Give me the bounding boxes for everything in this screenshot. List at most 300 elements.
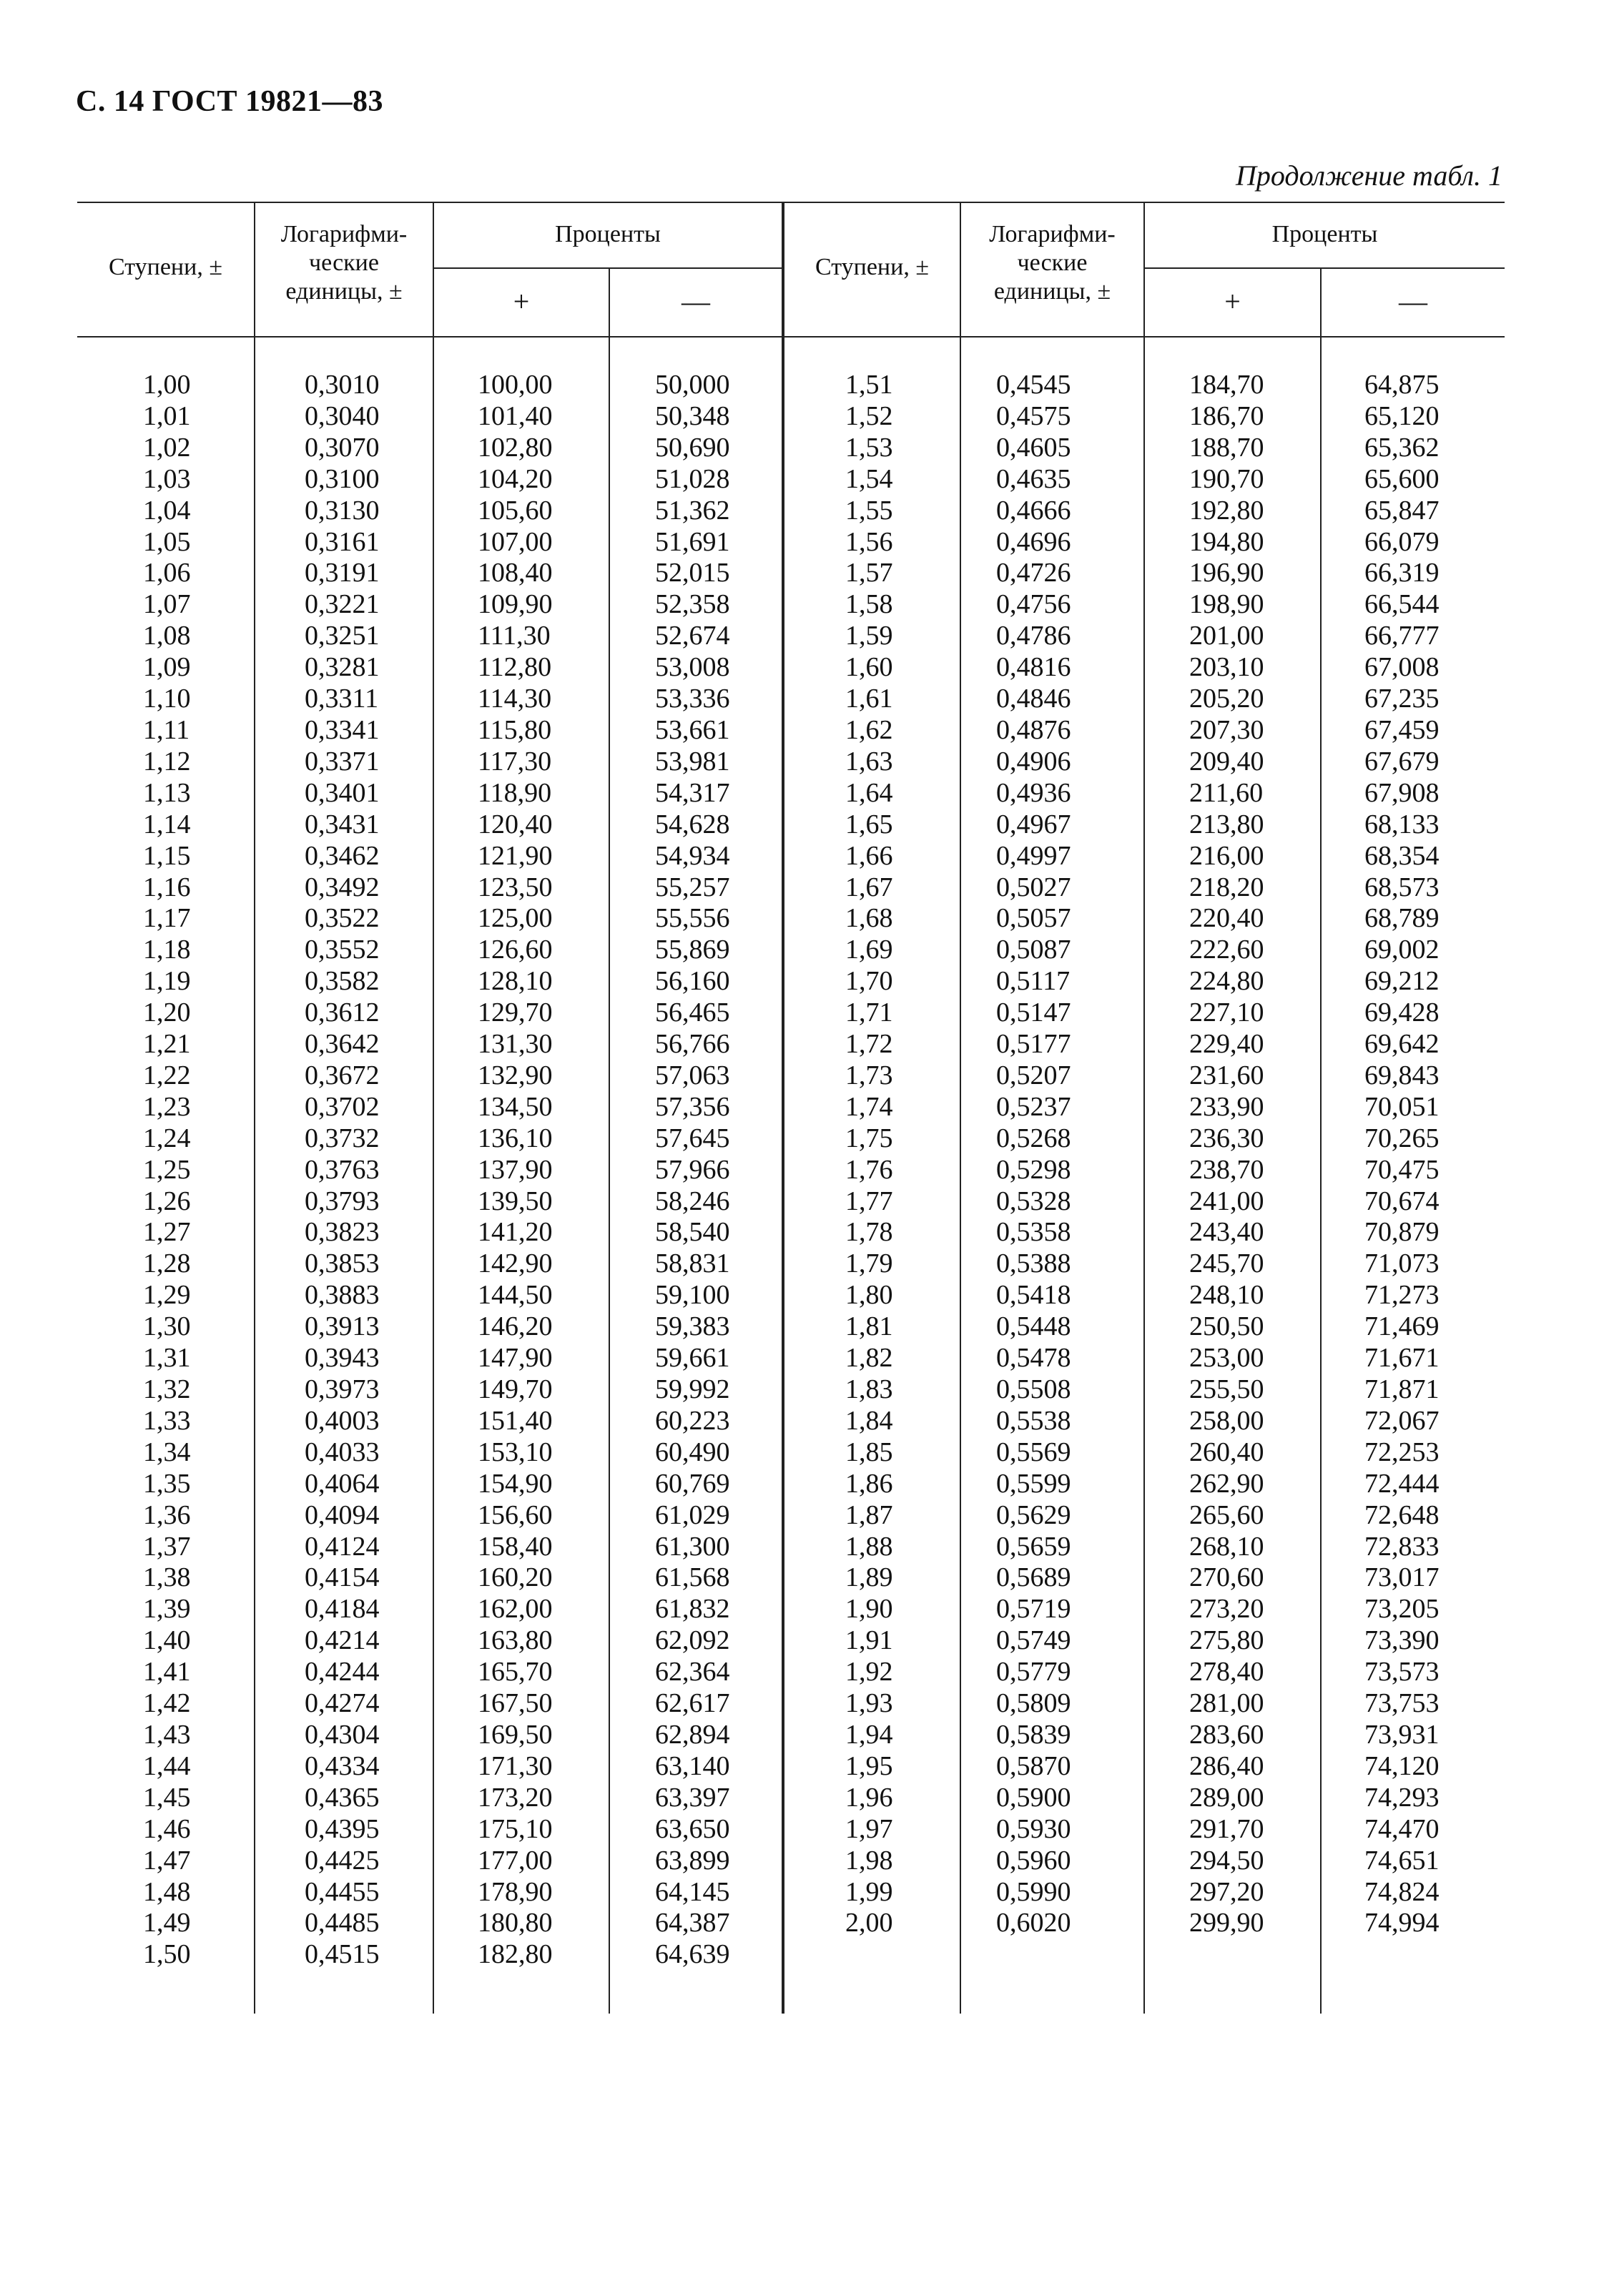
table-cell: 69,843 — [1364, 1060, 1440, 1090]
table-cell: 132,90 — [478, 1060, 553, 1090]
table-cell: 255,50 — [1189, 1374, 1264, 1404]
table-cell: 146,20 — [478, 1311, 553, 1342]
table-cell: 1,90 — [845, 1594, 893, 1625]
table-cell: 51,028 — [655, 463, 730, 494]
table-cell: 74,824 — [1364, 1876, 1440, 1907]
table-cell: 1,50 — [143, 1939, 191, 1970]
table-cell: 173,20 — [478, 1782, 553, 1813]
table-cell: 190,70 — [1189, 463, 1264, 494]
table-cell: 71,469 — [1364, 1311, 1440, 1342]
table-cell: 0,3251 — [305, 621, 380, 651]
table-cell: 53,336 — [655, 684, 730, 714]
table-cell: 1,26 — [143, 1186, 191, 1216]
col-divider-7 — [1320, 267, 1322, 2014]
table-cell: 0,3010 — [305, 370, 380, 400]
table-cell: 0,4425 — [305, 1845, 380, 1876]
table-cell: 0,3221 — [305, 589, 380, 620]
table-cell: 211,60 — [1189, 777, 1264, 808]
table-cell: 0,5448 — [996, 1311, 1071, 1342]
table-cell: 0,4786 — [996, 621, 1071, 651]
table-cell: 50,348 — [655, 400, 730, 431]
table-cell: 1,08 — [143, 621, 191, 651]
table-cell: 59,100 — [655, 1280, 730, 1311]
table-cell: 102,80 — [478, 432, 553, 463]
table-cell: 63,899 — [655, 1845, 730, 1876]
column-minus-right — [1364, 370, 1440, 1939]
table-cell: 0,3161 — [305, 526, 380, 557]
table-cell: 1,49 — [143, 1908, 191, 1938]
table-cell: 70,674 — [1364, 1186, 1440, 1216]
table-cell: 1,14 — [143, 809, 191, 839]
table-cell: 0,4455 — [305, 1876, 380, 1907]
table-cell: 74,470 — [1364, 1813, 1440, 1844]
table-cell: 52,674 — [655, 621, 730, 651]
table-cell: 0,4365 — [305, 1782, 380, 1813]
table-cell: 1,29 — [143, 1280, 191, 1311]
table-cell: 0,3130 — [305, 495, 380, 526]
table-cell: 1,58 — [845, 589, 893, 620]
table-cell: 294,50 — [1189, 1845, 1264, 1876]
table-cell: 0,4094 — [305, 1499, 380, 1530]
table-cell: 1,83 — [845, 1374, 893, 1404]
table-cell: 0,5478 — [996, 1343, 1071, 1374]
table-cell: 61,832 — [655, 1594, 730, 1625]
table-cell: 0,4997 — [996, 840, 1071, 871]
table-cell: 1,13 — [143, 777, 191, 808]
table-cell: 1,18 — [143, 935, 191, 965]
table-cell: 1,06 — [143, 558, 191, 588]
table-cell: 0,4906 — [996, 746, 1071, 777]
table-cell: 0,4274 — [305, 1688, 380, 1719]
table-cell: 1,38 — [143, 1562, 191, 1593]
table-cell: 0,4936 — [996, 777, 1071, 808]
table-cell: 0,5599 — [996, 1468, 1071, 1499]
table-cell: 64,145 — [655, 1876, 730, 1907]
table-cell: 0,4967 — [996, 809, 1071, 839]
table-cell: 126,60 — [478, 935, 553, 965]
col-divider-6 — [1143, 202, 1145, 2014]
table-cell: 58,246 — [655, 1186, 730, 1216]
table-cell: 111,30 — [478, 621, 551, 651]
table-cell: 73,205 — [1364, 1594, 1440, 1625]
table-cell: 114,30 — [478, 684, 552, 714]
table-cell: 70,265 — [1364, 1123, 1440, 1153]
table-cell: 158,40 — [478, 1531, 553, 1562]
table-cell: 1,54 — [845, 463, 893, 494]
table-cell: 0,5027 — [996, 872, 1071, 902]
table-cell: 64,387 — [655, 1908, 730, 1938]
table-cell: 67,235 — [1364, 684, 1440, 714]
table-cell: 201,00 — [1189, 621, 1264, 651]
table-cell: 0,5990 — [996, 1876, 1071, 1907]
table-cell: 291,70 — [1189, 1813, 1264, 1844]
table-cell: 175,10 — [478, 1813, 553, 1844]
table-cell: 1,53 — [845, 432, 893, 463]
table-cell: 213,80 — [1189, 809, 1264, 839]
table-cell: 1,01 — [143, 400, 191, 431]
table-cell: 51,691 — [655, 526, 730, 557]
table-cell: 1,00 — [143, 370, 191, 400]
table-cell: 207,30 — [1189, 714, 1264, 745]
header-steps-left: Ступени, ± — [109, 254, 222, 280]
table-cell: 50,000 — [655, 370, 730, 400]
table-cell: 1,05 — [143, 526, 191, 557]
table-cell: 238,70 — [1189, 1154, 1264, 1185]
table-cell: 0,4395 — [305, 1813, 380, 1844]
table-cell: 67,679 — [1364, 746, 1440, 777]
header-log-line2: ческие — [1017, 250, 1088, 276]
table-cell: 0,4064 — [305, 1468, 380, 1499]
table-cell: 231,60 — [1189, 1060, 1264, 1090]
table-cell: 0,3853 — [305, 1248, 380, 1279]
table-cell: 65,600 — [1364, 463, 1440, 494]
table-cell: 227,10 — [1189, 997, 1264, 1028]
header-minus-left: — — [682, 285, 710, 317]
table-cell: 1,99 — [845, 1876, 893, 1907]
table-cell: 136,10 — [478, 1123, 553, 1153]
table-cell: 1,09 — [143, 652, 191, 683]
table-cell: 57,356 — [655, 1091, 730, 1122]
table-cell: 0,3582 — [305, 966, 380, 997]
header-plus-right: + — [1224, 285, 1241, 317]
table-cell: 0,5960 — [996, 1845, 1071, 1876]
table-cell: 139,50 — [478, 1186, 553, 1216]
table-cell: 0,5659 — [996, 1531, 1071, 1562]
header-bottom-rule — [77, 336, 1505, 337]
table-cell: 220,40 — [1189, 903, 1264, 934]
table-cell: 74,994 — [1364, 1908, 1440, 1938]
table-cell: 62,617 — [655, 1688, 730, 1719]
table-cell: 0,4846 — [996, 684, 1071, 714]
table-cell: 61,029 — [655, 1499, 730, 1530]
table-cell: 0,3311 — [305, 684, 379, 714]
col-divider-2 — [433, 202, 434, 2014]
col-divider-1 — [254, 202, 255, 2014]
table-cell: 74,120 — [1364, 1750, 1440, 1781]
table-cell: 167,50 — [478, 1688, 553, 1719]
table-cell: 55,556 — [655, 903, 730, 934]
table-cell: 0,3040 — [305, 400, 380, 431]
table-cell: 0,5298 — [996, 1154, 1071, 1185]
table-cell: 71,073 — [1364, 1248, 1440, 1279]
table-cell: 1,86 — [845, 1468, 893, 1499]
table-cell: 128,10 — [478, 966, 553, 997]
table-cell: 61,568 — [655, 1562, 730, 1593]
table-cell: 194,80 — [1189, 526, 1264, 557]
table-cell: 0,4334 — [305, 1750, 380, 1781]
table-cell: 1,21 — [143, 1029, 191, 1060]
table-cell: 64,639 — [655, 1939, 730, 1970]
table-cell: 0,3823 — [305, 1217, 380, 1248]
table-cell: 289,00 — [1189, 1782, 1264, 1813]
table-cell: 72,833 — [1364, 1531, 1440, 1562]
table-cell: 184,70 — [1189, 370, 1264, 400]
column-steps-right — [845, 370, 893, 1939]
table-cell: 151,40 — [478, 1405, 553, 1436]
table-cell: 0,5779 — [996, 1657, 1071, 1687]
table-cell: 192,80 — [1189, 495, 1264, 526]
table-cell: 57,645 — [655, 1123, 730, 1153]
table-cell: 70,879 — [1364, 1217, 1440, 1248]
table-cell: 0,5689 — [996, 1562, 1071, 1593]
table-cell: 1,62 — [845, 714, 893, 745]
table-top-rule — [77, 202, 1505, 203]
table-cell: 180,80 — [478, 1908, 553, 1938]
table-cell: 0,4003 — [305, 1405, 380, 1436]
table-cell: 268,10 — [1189, 1531, 1264, 1562]
table-cell: 1,92 — [845, 1657, 893, 1687]
table-cell: 0,5207 — [996, 1060, 1071, 1090]
table-cell: 1,63 — [845, 746, 893, 777]
table-cell: 1,55 — [845, 495, 893, 526]
table-cell: 57,063 — [655, 1060, 730, 1090]
table-cell: 163,80 — [478, 1625, 553, 1656]
table-cell: 104,20 — [478, 463, 553, 494]
table-cell: 0,4124 — [305, 1531, 380, 1562]
table-cell: 1,28 — [143, 1248, 191, 1279]
table-cell: 0,3100 — [305, 463, 380, 494]
column-steps-left — [143, 370, 191, 1971]
header-plus-left: + — [513, 285, 530, 317]
table-cell: 1,95 — [845, 1750, 893, 1781]
table-cell: 54,317 — [655, 777, 730, 808]
table-cell: 1,61 — [845, 684, 893, 714]
table-cell: 1,27 — [143, 1217, 191, 1248]
table-cell: 51,362 — [655, 495, 730, 526]
table-cell: 1,10 — [143, 684, 191, 714]
table-cell: 73,017 — [1364, 1562, 1440, 1593]
table-cell: 60,490 — [655, 1437, 730, 1467]
table-cell: 53,981 — [655, 746, 730, 777]
table-cell: 65,847 — [1364, 495, 1440, 526]
table-cell: 63,397 — [655, 1782, 730, 1813]
table-cell: 1,30 — [143, 1311, 191, 1342]
table-cell: 0,3462 — [305, 840, 380, 871]
table-cell: 0,6020 — [996, 1908, 1071, 1938]
table-cell: 120,40 — [478, 809, 553, 839]
col-divider-5 — [960, 202, 961, 2014]
table-cell: 162,00 — [478, 1594, 553, 1625]
table-cell: 0,3612 — [305, 997, 380, 1028]
table-cell: 1,98 — [845, 1845, 893, 1876]
table-cell: 1,85 — [845, 1437, 893, 1467]
table-cell: 1,04 — [143, 495, 191, 526]
table-cell: 0,3522 — [305, 903, 380, 934]
table-cell: 243,40 — [1189, 1217, 1264, 1248]
table-cell: 171,30 — [478, 1750, 553, 1781]
table-cell: 281,00 — [1189, 1688, 1264, 1719]
table-cell: 69,212 — [1364, 966, 1440, 997]
table-cell: 1,42 — [143, 1688, 191, 1719]
table-cell: 72,648 — [1364, 1499, 1440, 1530]
table-cell: 74,651 — [1364, 1845, 1440, 1876]
table-cell: 1,02 — [143, 432, 191, 463]
table-cell: 1,68 — [845, 903, 893, 934]
table-cell: 108,40 — [478, 558, 553, 588]
table-cell: 1,41 — [143, 1657, 191, 1687]
table-cell: 70,475 — [1364, 1154, 1440, 1185]
table-cell: 0,5268 — [996, 1123, 1071, 1153]
table-cell: 1,73 — [845, 1060, 893, 1090]
table-cell: 123,50 — [478, 872, 553, 902]
table-cell: 0,5147 — [996, 997, 1071, 1028]
table-cell: 68,133 — [1364, 809, 1440, 839]
header-log-units-left — [255, 220, 433, 306]
table-cell: 63,140 — [655, 1750, 730, 1781]
table-cell: 1,48 — [143, 1876, 191, 1907]
table-cell: 59,383 — [655, 1311, 730, 1342]
table-cell: 1,52 — [845, 400, 893, 431]
table-cell: 60,769 — [655, 1468, 730, 1499]
table-cell: 1,75 — [845, 1123, 893, 1153]
table-cell: 0,4816 — [996, 652, 1071, 683]
table-cell: 1,47 — [143, 1845, 191, 1876]
table-cell: 0,4304 — [305, 1719, 380, 1750]
table-cell: 1,71 — [845, 997, 893, 1028]
table-cell: 105,60 — [478, 495, 553, 526]
table-cell: 218,20 — [1189, 872, 1264, 902]
table-cell: 1,89 — [845, 1562, 893, 1593]
table-cell: 1,19 — [143, 966, 191, 997]
table-cell: 216,00 — [1189, 840, 1264, 871]
table-cell: 203,10 — [1189, 652, 1264, 683]
table-cell: 2,00 — [845, 1908, 893, 1938]
table-cell: 61,300 — [655, 1531, 730, 1562]
table-cell: 0,5508 — [996, 1374, 1071, 1404]
table-cell: 67,459 — [1364, 714, 1440, 745]
table-cell: 0,3371 — [305, 746, 380, 777]
table-cell: 262,90 — [1189, 1468, 1264, 1499]
table-cell: 72,253 — [1364, 1437, 1440, 1467]
table-cell: 1,76 — [845, 1154, 893, 1185]
table-cell: 71,273 — [1364, 1280, 1440, 1311]
column-plus-left — [478, 370, 553, 1971]
table-cell: 0,5237 — [996, 1091, 1071, 1122]
table-cell: 0,5117 — [996, 966, 1071, 997]
table-cell: 1,91 — [845, 1625, 893, 1656]
table-cell: 245,70 — [1189, 1248, 1264, 1279]
table-cell: 182,80 — [478, 1939, 553, 1970]
table-cell: 1,57 — [845, 558, 893, 588]
table-cell: 1,64 — [845, 777, 893, 808]
header-log-units-right — [961, 220, 1143, 306]
table-cell: 253,00 — [1189, 1343, 1264, 1374]
table-cell: 0,4756 — [996, 589, 1071, 620]
table-cell: 1,12 — [143, 746, 191, 777]
table-cell: 56,766 — [655, 1029, 730, 1060]
table-cell: 1,40 — [143, 1625, 191, 1656]
table-cell: 205,20 — [1189, 684, 1264, 714]
table-cell: 149,70 — [478, 1374, 553, 1404]
table-cell: 62,092 — [655, 1625, 730, 1656]
table-cell: 196,90 — [1189, 558, 1264, 588]
table-cell: 67,008 — [1364, 652, 1440, 683]
table-cell: 1,43 — [143, 1719, 191, 1750]
table-cell: 0,5839 — [996, 1719, 1071, 1750]
table-cell: 178,90 — [478, 1876, 553, 1907]
table-cell: 0,5418 — [996, 1280, 1071, 1311]
table-cell: 54,628 — [655, 809, 730, 839]
table-cell: 142,90 — [478, 1248, 553, 1279]
percent-subheader-rule-right — [1143, 267, 1505, 269]
table-cell: 1,80 — [845, 1280, 893, 1311]
table-cell: 66,777 — [1364, 621, 1440, 651]
table-cell: 52,015 — [655, 558, 730, 588]
table-cell: 56,160 — [655, 966, 730, 997]
table-cell: 1,44 — [143, 1750, 191, 1781]
table-cell: 71,871 — [1364, 1374, 1440, 1404]
table-cell: 0,4575 — [996, 400, 1071, 431]
table-cell: 1,25 — [143, 1154, 191, 1185]
table-cell: 0,4605 — [996, 432, 1071, 463]
table-cell: 55,257 — [655, 872, 730, 902]
table-cell: 0,5809 — [996, 1688, 1071, 1719]
table-cell: 60,223 — [655, 1405, 730, 1436]
table-cell: 0,3401 — [305, 777, 380, 808]
table-cell: 153,10 — [478, 1437, 553, 1467]
table-cell: 134,50 — [478, 1091, 553, 1122]
table-cell: 1,96 — [845, 1782, 893, 1813]
table-cell: 0,4485 — [305, 1908, 380, 1938]
table-cell: 1,24 — [143, 1123, 191, 1153]
table-cell: 0,4244 — [305, 1657, 380, 1687]
table-cell: 250,50 — [1189, 1311, 1264, 1342]
center-divider — [782, 202, 784, 2014]
table-cell: 273,20 — [1189, 1594, 1264, 1625]
table-cell: 1,56 — [845, 526, 893, 557]
table-cell: 1,46 — [143, 1813, 191, 1844]
table-cell: 69,642 — [1364, 1029, 1440, 1060]
table-cell: 0,3492 — [305, 872, 380, 902]
table-cell: 52,358 — [655, 589, 730, 620]
table-cell: 0,3943 — [305, 1343, 380, 1374]
table-cell: 69,428 — [1364, 997, 1440, 1028]
table-cell: 265,60 — [1189, 1499, 1264, 1530]
table-cell: 112,80 — [478, 652, 552, 683]
table-cell: 1,87 — [845, 1499, 893, 1530]
column-log-right — [996, 370, 1071, 1939]
table-cell: 198,90 — [1189, 589, 1264, 620]
table-cell: 137,90 — [478, 1154, 553, 1185]
table-cell: 0,5629 — [996, 1499, 1071, 1530]
table-cell: 68,354 — [1364, 840, 1440, 871]
table-cell: 0,3191 — [305, 558, 380, 588]
table-cell: 1,07 — [143, 589, 191, 620]
table-cell: 73,753 — [1364, 1688, 1440, 1719]
table-cell: 66,319 — [1364, 558, 1440, 588]
table-cell: 1,23 — [143, 1091, 191, 1122]
table-cell: 0,3702 — [305, 1091, 380, 1122]
table-cell: 154,90 — [478, 1468, 553, 1499]
table-cell: 258,00 — [1189, 1405, 1264, 1436]
table-cell: 1,67 — [845, 872, 893, 902]
table-cell: 65,120 — [1364, 400, 1440, 431]
table-cell: 299,90 — [1189, 1908, 1264, 1938]
header-log-line1: Логарифми- — [989, 221, 1116, 247]
table-cell: 57,966 — [655, 1154, 730, 1185]
header-percent-left: Проценты — [555, 221, 661, 247]
header-steps-right: Ступени, ± — [815, 254, 929, 280]
table-cell: 229,40 — [1189, 1029, 1264, 1060]
table-cell: 222,60 — [1189, 935, 1264, 965]
table-cell: 260,40 — [1189, 1437, 1264, 1467]
table-cell: 141,20 — [478, 1217, 553, 1248]
header-log-line3: единицы, ± — [285, 278, 403, 305]
table-cell: 233,90 — [1189, 1091, 1264, 1122]
table-continuation-label: Продолжение табл. 1 — [1235, 159, 1502, 192]
table-cell: 1,72 — [845, 1029, 893, 1060]
table-cell: 0,4154 — [305, 1562, 380, 1593]
